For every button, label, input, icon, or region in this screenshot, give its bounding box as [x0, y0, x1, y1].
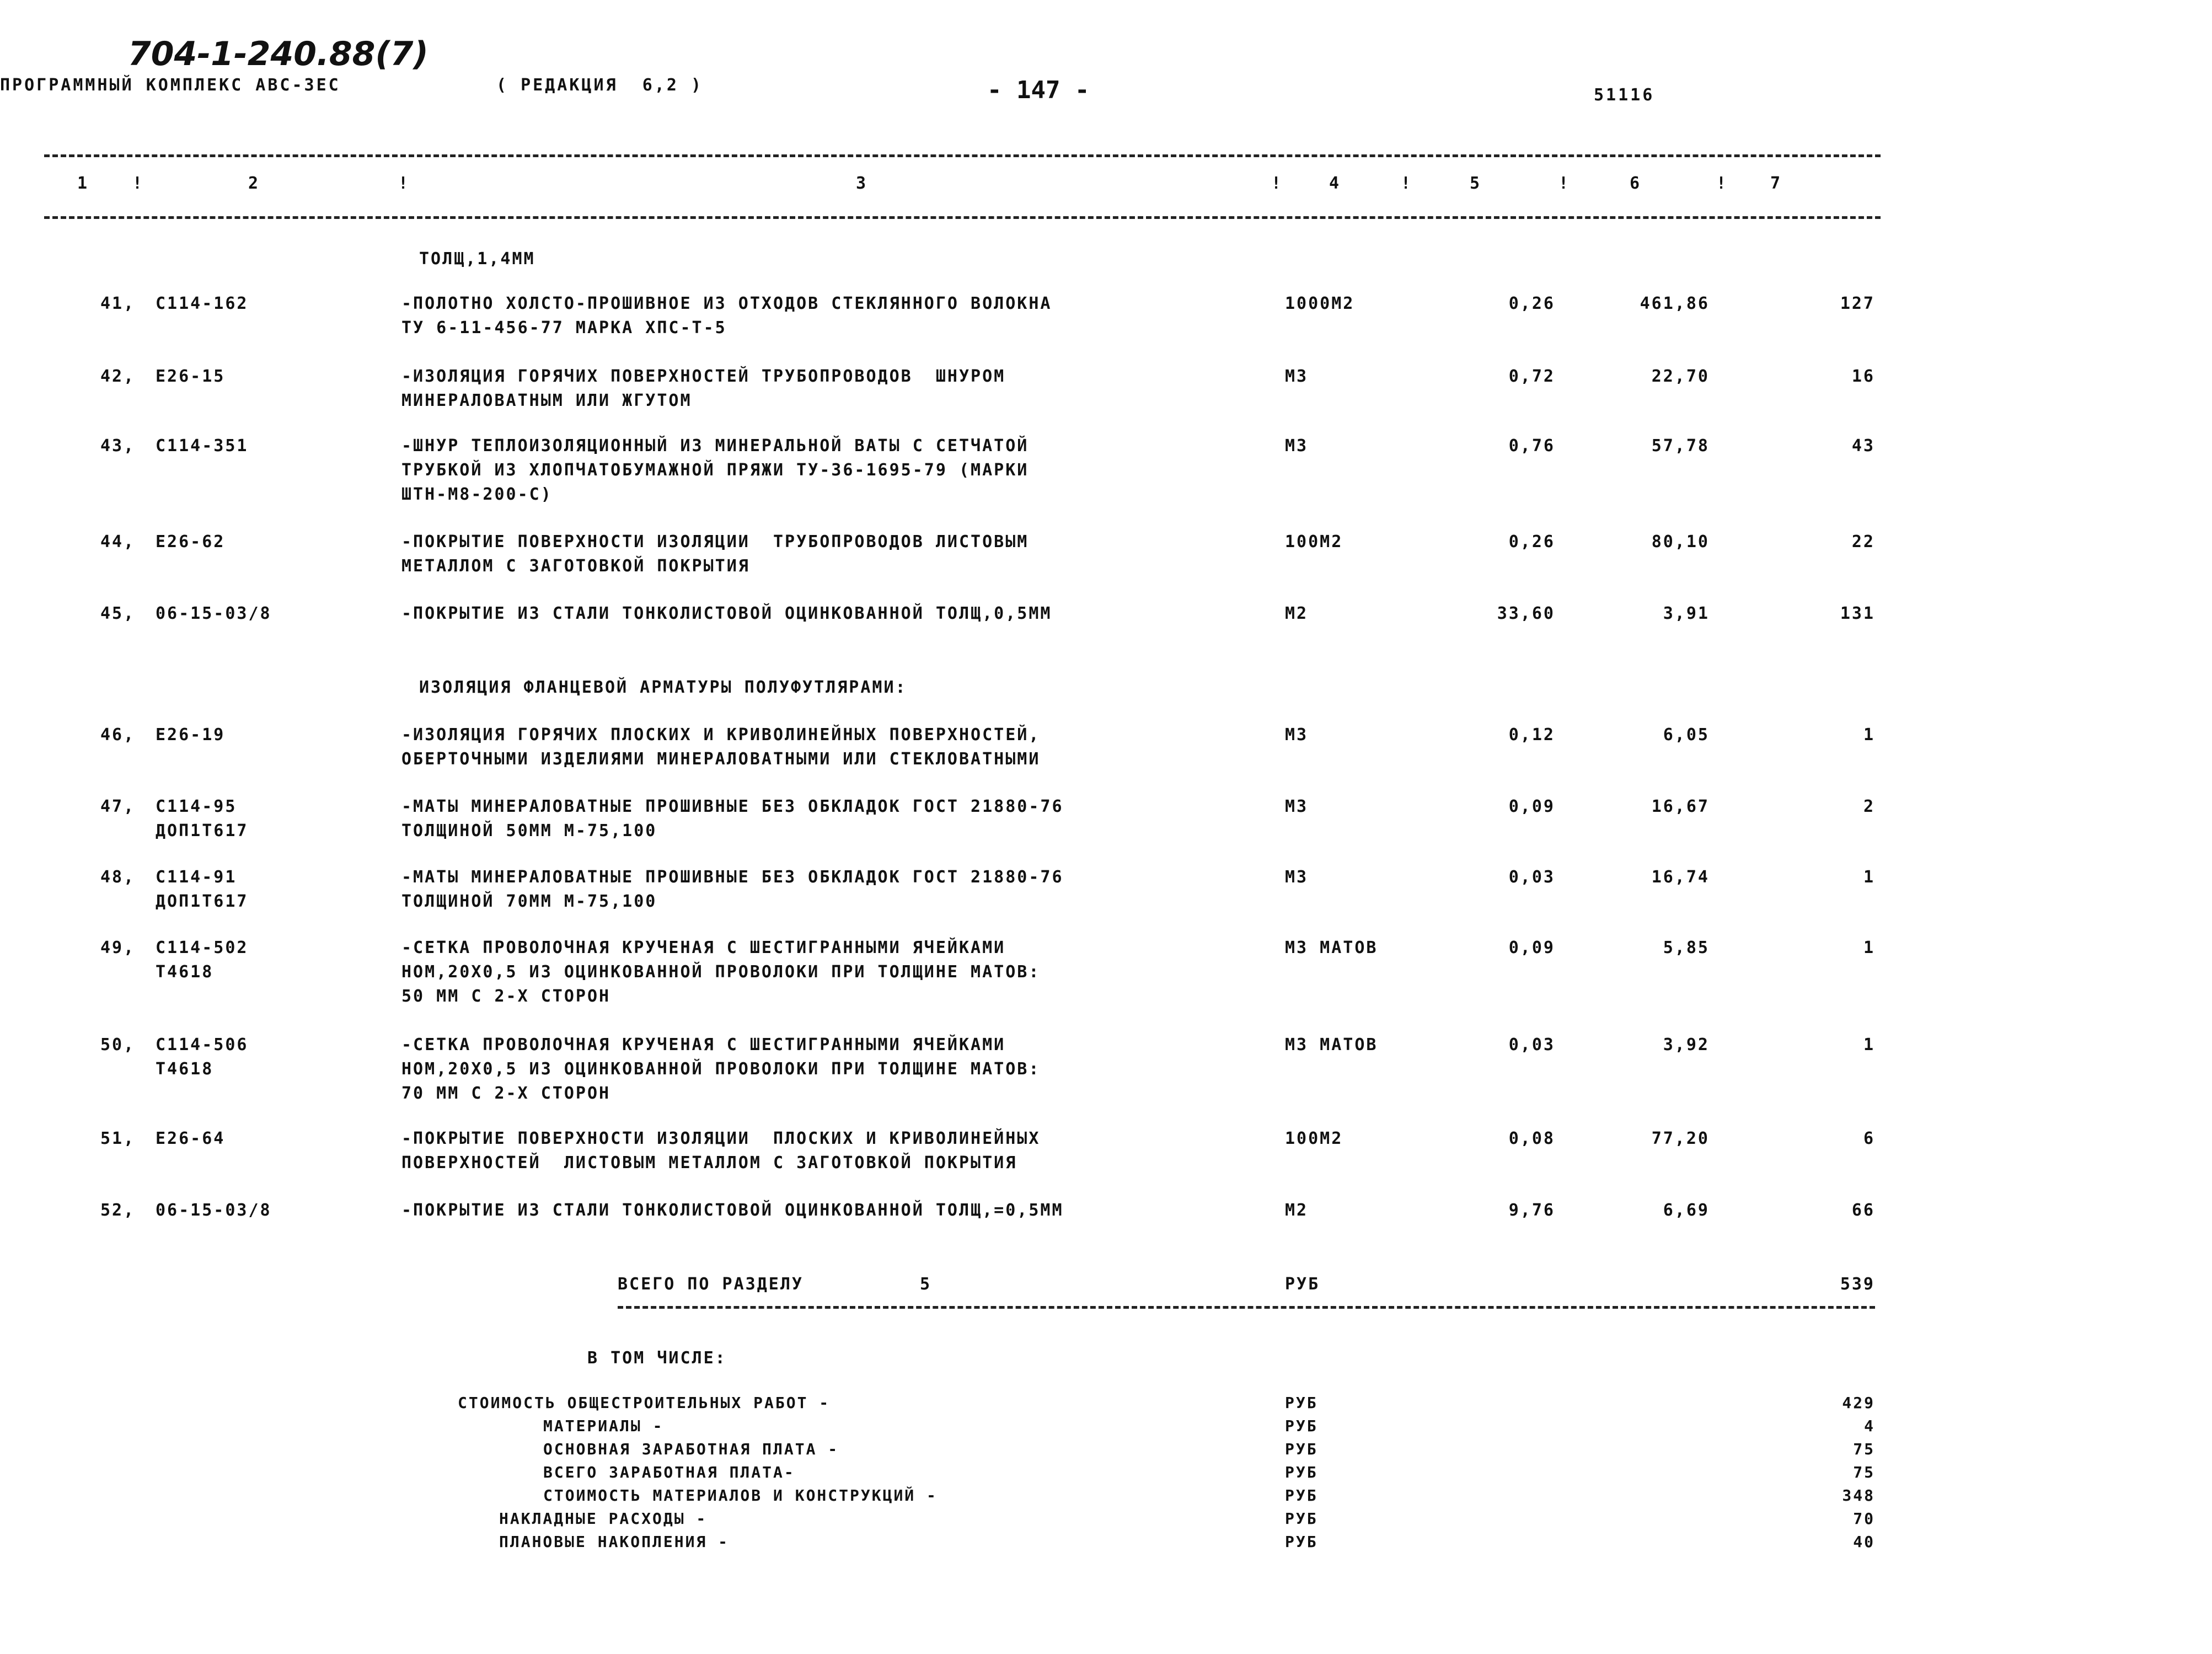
row-unit-price: 16,67: [1651, 797, 1710, 816]
col-sep: !: [1558, 174, 1569, 193]
row-description-line: -СЕТКА ПРОВОЛОЧНАЯ КРУЧЕНАЯ С ШЕСТИГРАННЫМИ ЯЧЕЙКАМИ: [401, 1035, 1006, 1055]
summary-label: ОСНОВНАЯ ЗАРАБОТНАЯ ПЛАТА -: [543, 1440, 839, 1458]
row-description-line: НОМ,20Х0,5 ИЗ ОЦИНКОВАННОЙ ПРОВОЛОКИ ПРИ ТОЛЩИНЕ МАТОВ:: [401, 1059, 1041, 1079]
col-num-4: 4: [1329, 174, 1340, 193]
row-description-line: ТУ 6-11-456-77 МАРКА ХПС-Т-5: [401, 318, 727, 338]
summary-label: СТОИМОСТЬ ОБЩЕСТРОИТЕЛЬНЫХ РАБОТ -: [458, 1394, 831, 1412]
row-number: 46,: [100, 725, 136, 745]
row-total: 127: [1840, 294, 1875, 313]
row-total: 66: [1851, 1201, 1875, 1220]
row-description-line: НОМ,20Х0,5 ИЗ ОЦИНКОВАННОЙ ПРОВОЛОКИ ПРИ ТОЛЩИНЕ МАТОВ:: [401, 962, 1041, 982]
section-heading: ИЗОЛЯЦИЯ ФЛАНЦЕВОЙ АРМАТУРЫ ПОЛУФУТЛЯРАМИ:: [419, 678, 907, 697]
row-description-line: -ИЗОЛЯЦИЯ ГОРЯЧИХ ПЛОСКИХ И КРИВОЛИНЕЙНЫХ ПОВЕРХНОСТЕЙ,: [401, 725, 1041, 745]
row-description-line: -МАТЫ МИНЕРАЛОВАТНЫЕ ПРОШИВНЫЕ БЕЗ ОБКЛАДОК ГОСТ 21880-76: [401, 797, 1064, 816]
row-unit-price: 3,92: [1663, 1035, 1710, 1055]
col-num-5: 5: [1470, 174, 1480, 193]
row-number: 42,: [100, 367, 136, 386]
summary-value: 75: [1853, 1440, 1875, 1458]
row-number: 43,: [100, 436, 136, 456]
row-description-line: -МАТЫ МИНЕРАЛОВАТНЫЕ ПРОШИВНЫЕ БЕЗ ОБКЛАДОК ГОСТ 21880-76: [401, 868, 1064, 887]
summary-unit: РУБ: [1285, 1510, 1318, 1528]
row-code: С114-502: [156, 938, 249, 957]
top-rule: [44, 154, 1881, 157]
summary-unit: РУБ: [1285, 1394, 1318, 1412]
row-quantity: 0,08: [1508, 1129, 1555, 1148]
summary-label: НАКЛАДНЫЕ РАСХОДЫ -: [499, 1510, 708, 1528]
row-total: 6: [1863, 1129, 1875, 1148]
summary-unit: РУБ: [1285, 1486, 1318, 1505]
row-unit: М2: [1285, 604, 1309, 623]
summary-unit: РУБ: [1285, 1533, 1318, 1551]
row-quantity: 0,76: [1508, 436, 1555, 456]
row-description-line: -СЕТКА ПРОВОЛОЧНАЯ КРУЧЕНАЯ С ШЕСТИГРАННЫМИ ЯЧЕЙКАМИ: [401, 938, 1006, 957]
edition-label: ( РЕДАКЦИЯ 6,2 ): [496, 76, 704, 95]
row-quantity: 0,09: [1508, 938, 1555, 957]
summary-value: 429: [1842, 1394, 1875, 1412]
row-unit: М3 МАТОВ: [1285, 1035, 1378, 1055]
summary-unit: РУБ: [1285, 1440, 1318, 1458]
including-label: В ТОМ ЧИСЛЕ:: [587, 1348, 727, 1368]
row-unit: М2: [1285, 1201, 1309, 1220]
row-code: С114-506: [156, 1035, 249, 1055]
row-code: 06-15-03/8: [156, 1201, 272, 1220]
program-title: ПРОГРАММНЫЙ КОМПЛЕКС АВС-ЗЕС: [0, 76, 341, 95]
row-code: С114-162: [156, 294, 249, 313]
row-quantity: 33,60: [1497, 604, 1555, 623]
summary-label: СТОИМОСТЬ МАТЕРИАЛОВ И КОНСТРУКЦИЙ -: [543, 1486, 938, 1505]
row-unit-price: 6,69: [1663, 1201, 1710, 1220]
row-description-line: ТРУБКОЙ ИЗ ХЛОПЧАТОБУМАЖНОЙ ПРЯЖИ ТУ-36-1695-79 (МАРКИ: [401, 461, 1029, 480]
row-code: Е26-64: [156, 1129, 226, 1148]
row-code: Т4618: [156, 1059, 214, 1079]
row-description-line: ТОЛЩИНОЙ 50ММ М-75,100: [401, 821, 657, 841]
row-unit-price: 3,91: [1663, 604, 1710, 623]
row-unit: 1000М2: [1285, 294, 1355, 313]
row-description-line: 70 ММ С 2-Х СТОРОН: [401, 1084, 611, 1103]
row-unit: М3 МАТОВ: [1285, 938, 1378, 957]
row-unit: М3: [1285, 797, 1309, 816]
row-number: 52,: [100, 1201, 136, 1220]
row-unit: М3: [1285, 725, 1309, 745]
row-description-line: -ШНУР ТЕПЛОИЗОЛЯЦИОННЫЙ ИЗ МИНЕРАЛЬНОЙ ВАТЫ С СЕТЧАТОЙ: [401, 436, 1029, 456]
total-section-number: 5: [920, 1275, 932, 1294]
summary-label: МАТЕРИАЛЫ -: [543, 1417, 664, 1435]
page-number: - 147 -: [987, 76, 1090, 104]
row-total: 1: [1863, 938, 1875, 957]
col-num-1: 1: [77, 174, 88, 193]
col-sep: !: [1401, 174, 1411, 193]
row-code: Т4618: [156, 962, 214, 982]
row-description-line: ТОЛЩИНОЙ 70ММ М-75,100: [401, 892, 657, 911]
summary-value: 348: [1842, 1486, 1875, 1505]
row-unit-price: 461,86: [1640, 294, 1710, 313]
row-code: С114-91: [156, 868, 237, 887]
row-code: ДОП1Т617: [156, 892, 249, 911]
row-quantity: 0,26: [1508, 532, 1555, 552]
row-description-line: МЕТАЛЛОМ С ЗАГОТОВКОЙ ПОКРЫТИЯ: [401, 556, 750, 576]
row-total: 16: [1851, 367, 1875, 386]
row-quantity: 0,09: [1508, 797, 1555, 816]
row-description-line: -ПОКРЫТИЕ ИЗ СТАЛИ ТОНКОЛИСТОВОЙ ОЦИНКОВАННОЙ ТОЛЩ,=0,5ММ: [401, 1201, 1064, 1220]
total-unit: РУБ: [1285, 1275, 1320, 1294]
row-number: 44,: [100, 532, 136, 552]
row-quantity: 0,72: [1508, 367, 1555, 386]
row-number: 49,: [100, 938, 136, 957]
row-total: 22: [1851, 532, 1875, 552]
row-code: Е26-19: [156, 725, 226, 745]
row-total: 131: [1840, 604, 1875, 623]
summary-label: ВСЕГО ЗАРАБОТНАЯ ПЛАТА-: [543, 1463, 795, 1481]
row-code: 06-15-03/8: [156, 604, 272, 623]
row-unit-price: 5,85: [1663, 938, 1710, 957]
summary-value: 40: [1853, 1533, 1875, 1551]
handwritten-doc-number: 704-1-240.88(7): [128, 35, 429, 73]
col-sep: !: [132, 174, 143, 193]
row-description-line: -ИЗОЛЯЦИЯ ГОРЯЧИХ ПОВЕРХНОСТЕЙ ТРУБОПРОВОДОВ ШНУРОМ: [401, 367, 1006, 386]
row-code: ДОП1Т617: [156, 821, 249, 841]
row-number: 51,: [100, 1129, 136, 1148]
summary-unit: РУБ: [1285, 1463, 1318, 1481]
row-description-line: -ПОЛОТНО ХОЛСТО-ПРОШИВНОЕ ИЗ ОТХОДОВ СТЕКЛЯННОГО ВОЛОКНА: [401, 294, 1052, 313]
row-total: 2: [1863, 797, 1875, 816]
row-total: 1: [1863, 1035, 1875, 1055]
document-code: 51116: [1594, 85, 1655, 105]
col-sep: !: [1716, 174, 1727, 193]
row-unit-price: 57,78: [1651, 436, 1710, 456]
row-number: 47,: [100, 797, 136, 816]
row-unit-price: 22,70: [1651, 367, 1710, 386]
row-quantity: 0,26: [1508, 294, 1555, 313]
summary-unit: РУБ: [1285, 1417, 1318, 1435]
col-sep: !: [398, 174, 409, 193]
col-num-3: 3: [856, 174, 866, 193]
row-description-line: -ПОКРЫТИЕ ИЗ СТАЛИ ТОНКОЛИСТОВОЙ ОЦИНКОВАННОЙ ТОЛЩ,0,5ММ: [401, 604, 1052, 623]
row-unit: 100М2: [1285, 532, 1343, 552]
carryover-text: ТОЛЩ,1,4ММ: [419, 249, 535, 269]
row-unit: М3: [1285, 367, 1309, 386]
row-unit: 100М2: [1285, 1129, 1343, 1148]
row-description-line: ПОВЕРХНОСТЕЙ ЛИСТОВЫМ МЕТАЛЛОМ С ЗАГОТОВКОЙ ПОКРЫТИЯ: [401, 1153, 1017, 1173]
row-code: Е26-15: [156, 367, 226, 386]
row-number: 48,: [100, 868, 136, 887]
col-num-6: 6: [1630, 174, 1640, 193]
summary-value: 75: [1853, 1463, 1875, 1481]
row-description-line: ШТН-М8-200-С): [401, 485, 553, 504]
row-number: 45,: [100, 604, 136, 623]
row-quantity: 0,03: [1508, 1035, 1555, 1055]
row-unit: М3: [1285, 436, 1309, 456]
row-unit: М3: [1285, 868, 1309, 887]
row-total: 1: [1863, 725, 1875, 745]
row-total: 43: [1851, 436, 1875, 456]
summary-value: 4: [1864, 1417, 1875, 1435]
row-description-line: -ПОКРЫТИЕ ПОВЕРХНОСТИ ИЗОЛЯЦИИ ТРУБОПРОВОДОВ ЛИСТОВЫМ: [401, 532, 1029, 552]
row-unit-price: 16,74: [1651, 868, 1710, 887]
row-description-line: МИНЕРАЛОВАТНЫМ ИЛИ ЖГУТОМ: [401, 391, 692, 410]
row-quantity: 9,76: [1508, 1201, 1555, 1220]
row-description-line: 50 ММ С 2-Х СТОРОН: [401, 987, 611, 1006]
total-rule: [618, 1306, 1875, 1309]
row-unit-price: 6,05: [1663, 725, 1710, 745]
col-num-7: 7: [1770, 174, 1781, 193]
row-unit-price: 80,10: [1651, 532, 1710, 552]
row-number: 41,: [100, 294, 136, 313]
row-code: С114-95: [156, 797, 237, 816]
header-bottom-rule: [44, 216, 1881, 219]
row-code: С114-351: [156, 436, 249, 456]
row-number: 50,: [100, 1035, 136, 1055]
row-description-line: -ПОКРЫТИЕ ПОВЕРХНОСТИ ИЗОЛЯЦИИ ПЛОСКИХ И КРИВОЛИНЕЙНЫХ: [401, 1129, 1041, 1148]
row-quantity: 0,03: [1508, 868, 1555, 887]
col-num-2: 2: [248, 174, 259, 193]
row-description-line: ОБЕРТОЧНЫМИ ИЗДЕЛИЯМИ МИНЕРАЛОВАТНЫМИ ИЛИ СТЕКЛОВАТНЫМИ: [401, 750, 1041, 769]
total-value: 539: [1840, 1275, 1875, 1294]
summary-label: ПЛАНОВЫЕ НАКОПЛЕНИЯ -: [499, 1533, 730, 1551]
col-sep: !: [1271, 174, 1282, 193]
summary-value: 70: [1853, 1510, 1875, 1528]
row-total: 1: [1863, 868, 1875, 887]
row-quantity: 0,12: [1508, 725, 1555, 745]
row-unit-price: 77,20: [1651, 1129, 1710, 1148]
total-label: ВСЕГО ПО РАЗДЕЛУ: [618, 1275, 804, 1294]
row-code: Е26-62: [156, 532, 226, 552]
